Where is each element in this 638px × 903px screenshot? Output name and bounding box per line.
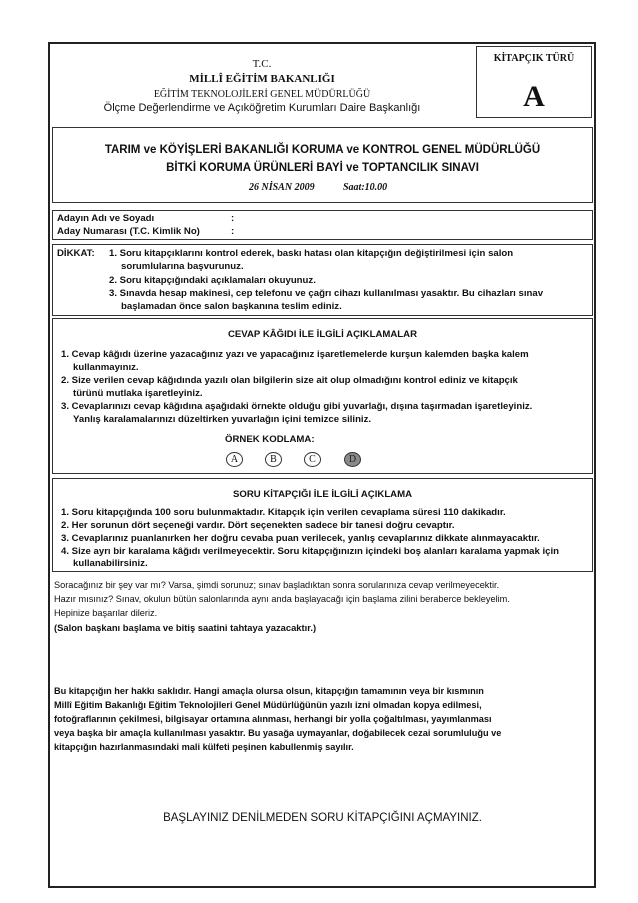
- answer-line-2-cont: türünü mutlaka işaretleyiniz.: [73, 388, 203, 399]
- header-ministry: MİLLÎ EĞİTİM BAKANLIĞI: [189, 73, 335, 85]
- warning-item-1-cont: sorumlularına başvurunuz.: [121, 261, 244, 272]
- copyright-line-3: fotoğraflarının çekilmesi, bilgisayar ortamına alınması, herhangi bir yolla çoğaltılması, yayımlanması: [54, 714, 492, 724]
- footer-warning: BAŞLAYINIZ DENİLMEDEN SORU KİTAPÇIĞINI AÇMAYINIZ.: [163, 812, 482, 824]
- example-option-a: A: [226, 452, 243, 467]
- example-option-b: B: [265, 452, 282, 467]
- notice-line-1: Soracağınız bir şey var mı? Varsa, şimdi sorunuz; sınav başladıktan sonra sorularınıza cevap verilmeyecektir.: [54, 580, 500, 590]
- example-option-d-marked: D: [344, 452, 361, 467]
- header-department: Ölçme Değerlendirme ve Açıköğretim Kurumları Daire Başkanlığı: [103, 102, 421, 114]
- exam-title-line2: BİTKİ KORUMA ÜRÜNLERİ BAYİ ve TOPTANCILIK SINAVI: [166, 162, 479, 174]
- booklet-info-line-1: 1. Soru kitapçığında 100 soru bulunmaktadır. Kitapçık için verilen cevaplama süresi 110 dakikadır.: [61, 507, 506, 518]
- copyright-line-1: Bu kitapçığın her hakkı saklıdır. Hangi amaçla olursa olsun, kitapçığın tamamının veya bir kısmının: [54, 686, 484, 696]
- exam-title-line1: TARIM ve KÖYİŞLERİ BAKANLIĞI KORUMA ve KONTROL GENEL MÜDÜRLÜĞÜ: [104, 144, 541, 156]
- copyright-block: [52, 686, 593, 766]
- booklet-info-title: SORU KİTAPÇIĞI İLE İLGİLİ AÇIKLAMA: [232, 489, 413, 500]
- notice-block: [52, 576, 593, 640]
- answer-line-3-cont: Yanlış karalamalarınızı düzeltirken yuvarlağın içini temizce siliniz.: [73, 414, 372, 425]
- warning-item-1: 1. Soru kitapçıklarını kontrol ederek, baskı hatası olan kitapçığın değiştirilmesi için salon: [109, 248, 514, 259]
- copyright-line-4: veya başka bir amaçla kullanılması yasaktır. Bu yasağa uymayanlar, doğabilecek cezai sorumluluğu ve: [54, 728, 502, 738]
- booklet-info-line-4-cont: kullanabilirsiniz.: [73, 558, 148, 569]
- candidate-name-colon: :: [231, 213, 235, 224]
- exam-time: Saat:10.00: [343, 182, 388, 193]
- exam-title-box: [52, 127, 593, 203]
- answer-line-1: 1. Cevap kâğıdı üzerine yazacağınız yazı ve yapacağınız işaretlemelerde kurşun kalemden başka kalem: [61, 349, 529, 360]
- copyright-line-2: Millî Eğitim Bakanlığı Eğitim Teknolojileri Genel Müdürlüğünün yazılı izni olmadan kopya edilmesi,: [54, 700, 482, 710]
- example-option-c: C: [304, 452, 321, 467]
- warning-item-3-cont: başlamadan önce salon başkanına teslim ediniz.: [121, 301, 342, 312]
- copyright-line-5: kitapçığın hazırlanmasındaki mali külfeti peşinen kabullenmiş sayılır.: [54, 742, 354, 752]
- booklet-info-line-2: 2. Her sorunun dört seçeneği vardır. Dört seçenekten sadece bir tanesi doğru cevaptır.: [61, 520, 455, 531]
- booklet-info-line-4: 4. Size ayrı bir karalama kâğıdı verilmeyecektir. Soru kitapçığınızın içindeki boş alanları karalama yapmak için: [61, 546, 560, 557]
- header-directorate: EĞİTİM TEKNOLOJİLERİ GENEL MÜDÜRLÜĞÜ: [153, 89, 371, 100]
- notice-line-2: Hazır mısınız? Sınav, okulun bütün salonlarında aynı anda başlayacağı için başlama zilini beraberce bekleyelim.: [54, 594, 510, 604]
- booklet-type-box: [476, 46, 592, 118]
- booklet-type-letter: A: [523, 80, 545, 113]
- answer-line-2: 2. Size verilen cevap kâğıdında yazılı olan bilgilerin size ait olup olmadığını kontrol ediniz ve kitapçık: [61, 375, 518, 386]
- answer-line-3: 3. Cevaplarınızı cevap kâğıdına aşağıdaki örnekte olduğu gibi yuvarlağı, dışına taşırmadan işaretleyiniz.: [61, 401, 533, 412]
- warning-item-3: 3. Sınavda hesap makinesi, cep telefonu ve çağrı cihazı kullanılması yasaktır. Bu cihazları sınav: [109, 288, 544, 299]
- warning-item-2: 2. Soru kitapçığındaki açıklamaları okuyunuz.: [109, 275, 316, 286]
- booklet-info-box: [52, 478, 593, 572]
- exam-date: 26 NİSAN 2009: [249, 182, 315, 193]
- candidate-name-label: Adayın Adı ve Soyadı: [57, 213, 155, 224]
- notice-bold-line: (Salon başkanı başlama ve bitiş saatini tahtaya yazacaktır.): [54, 622, 317, 633]
- warning-label: DİKKAT:: [57, 248, 95, 259]
- candidate-box: [52, 210, 593, 240]
- notice-line-3: Hepinize başarılar dileriz.: [54, 608, 158, 618]
- header-tc: T.C.: [252, 58, 272, 70]
- answer-sheet-title: CEVAP KÂĞIDI İLE İLGİLİ AÇIKLAMALAR: [227, 329, 418, 340]
- warning-box: [52, 244, 593, 316]
- answer-line-1-cont: kullanmayınız.: [73, 362, 139, 373]
- example-coding-label: ÖRNEK KODLAMA:: [225, 434, 315, 445]
- candidate-number-label: Aday Numarası (T.C. Kimlik No): [57, 226, 200, 237]
- booklet-type-label: KİTAPÇIK TÜRÜ: [493, 53, 575, 64]
- booklet-info-line-3: 3. Cevaplarınız puanlanırken her doğru cevaba puan verilecek, yanlış cevaplarınız dikkate alınmayacaktır.: [61, 533, 540, 544]
- answer-sheet-box: [52, 318, 593, 474]
- candidate-number-colon: :: [231, 226, 235, 237]
